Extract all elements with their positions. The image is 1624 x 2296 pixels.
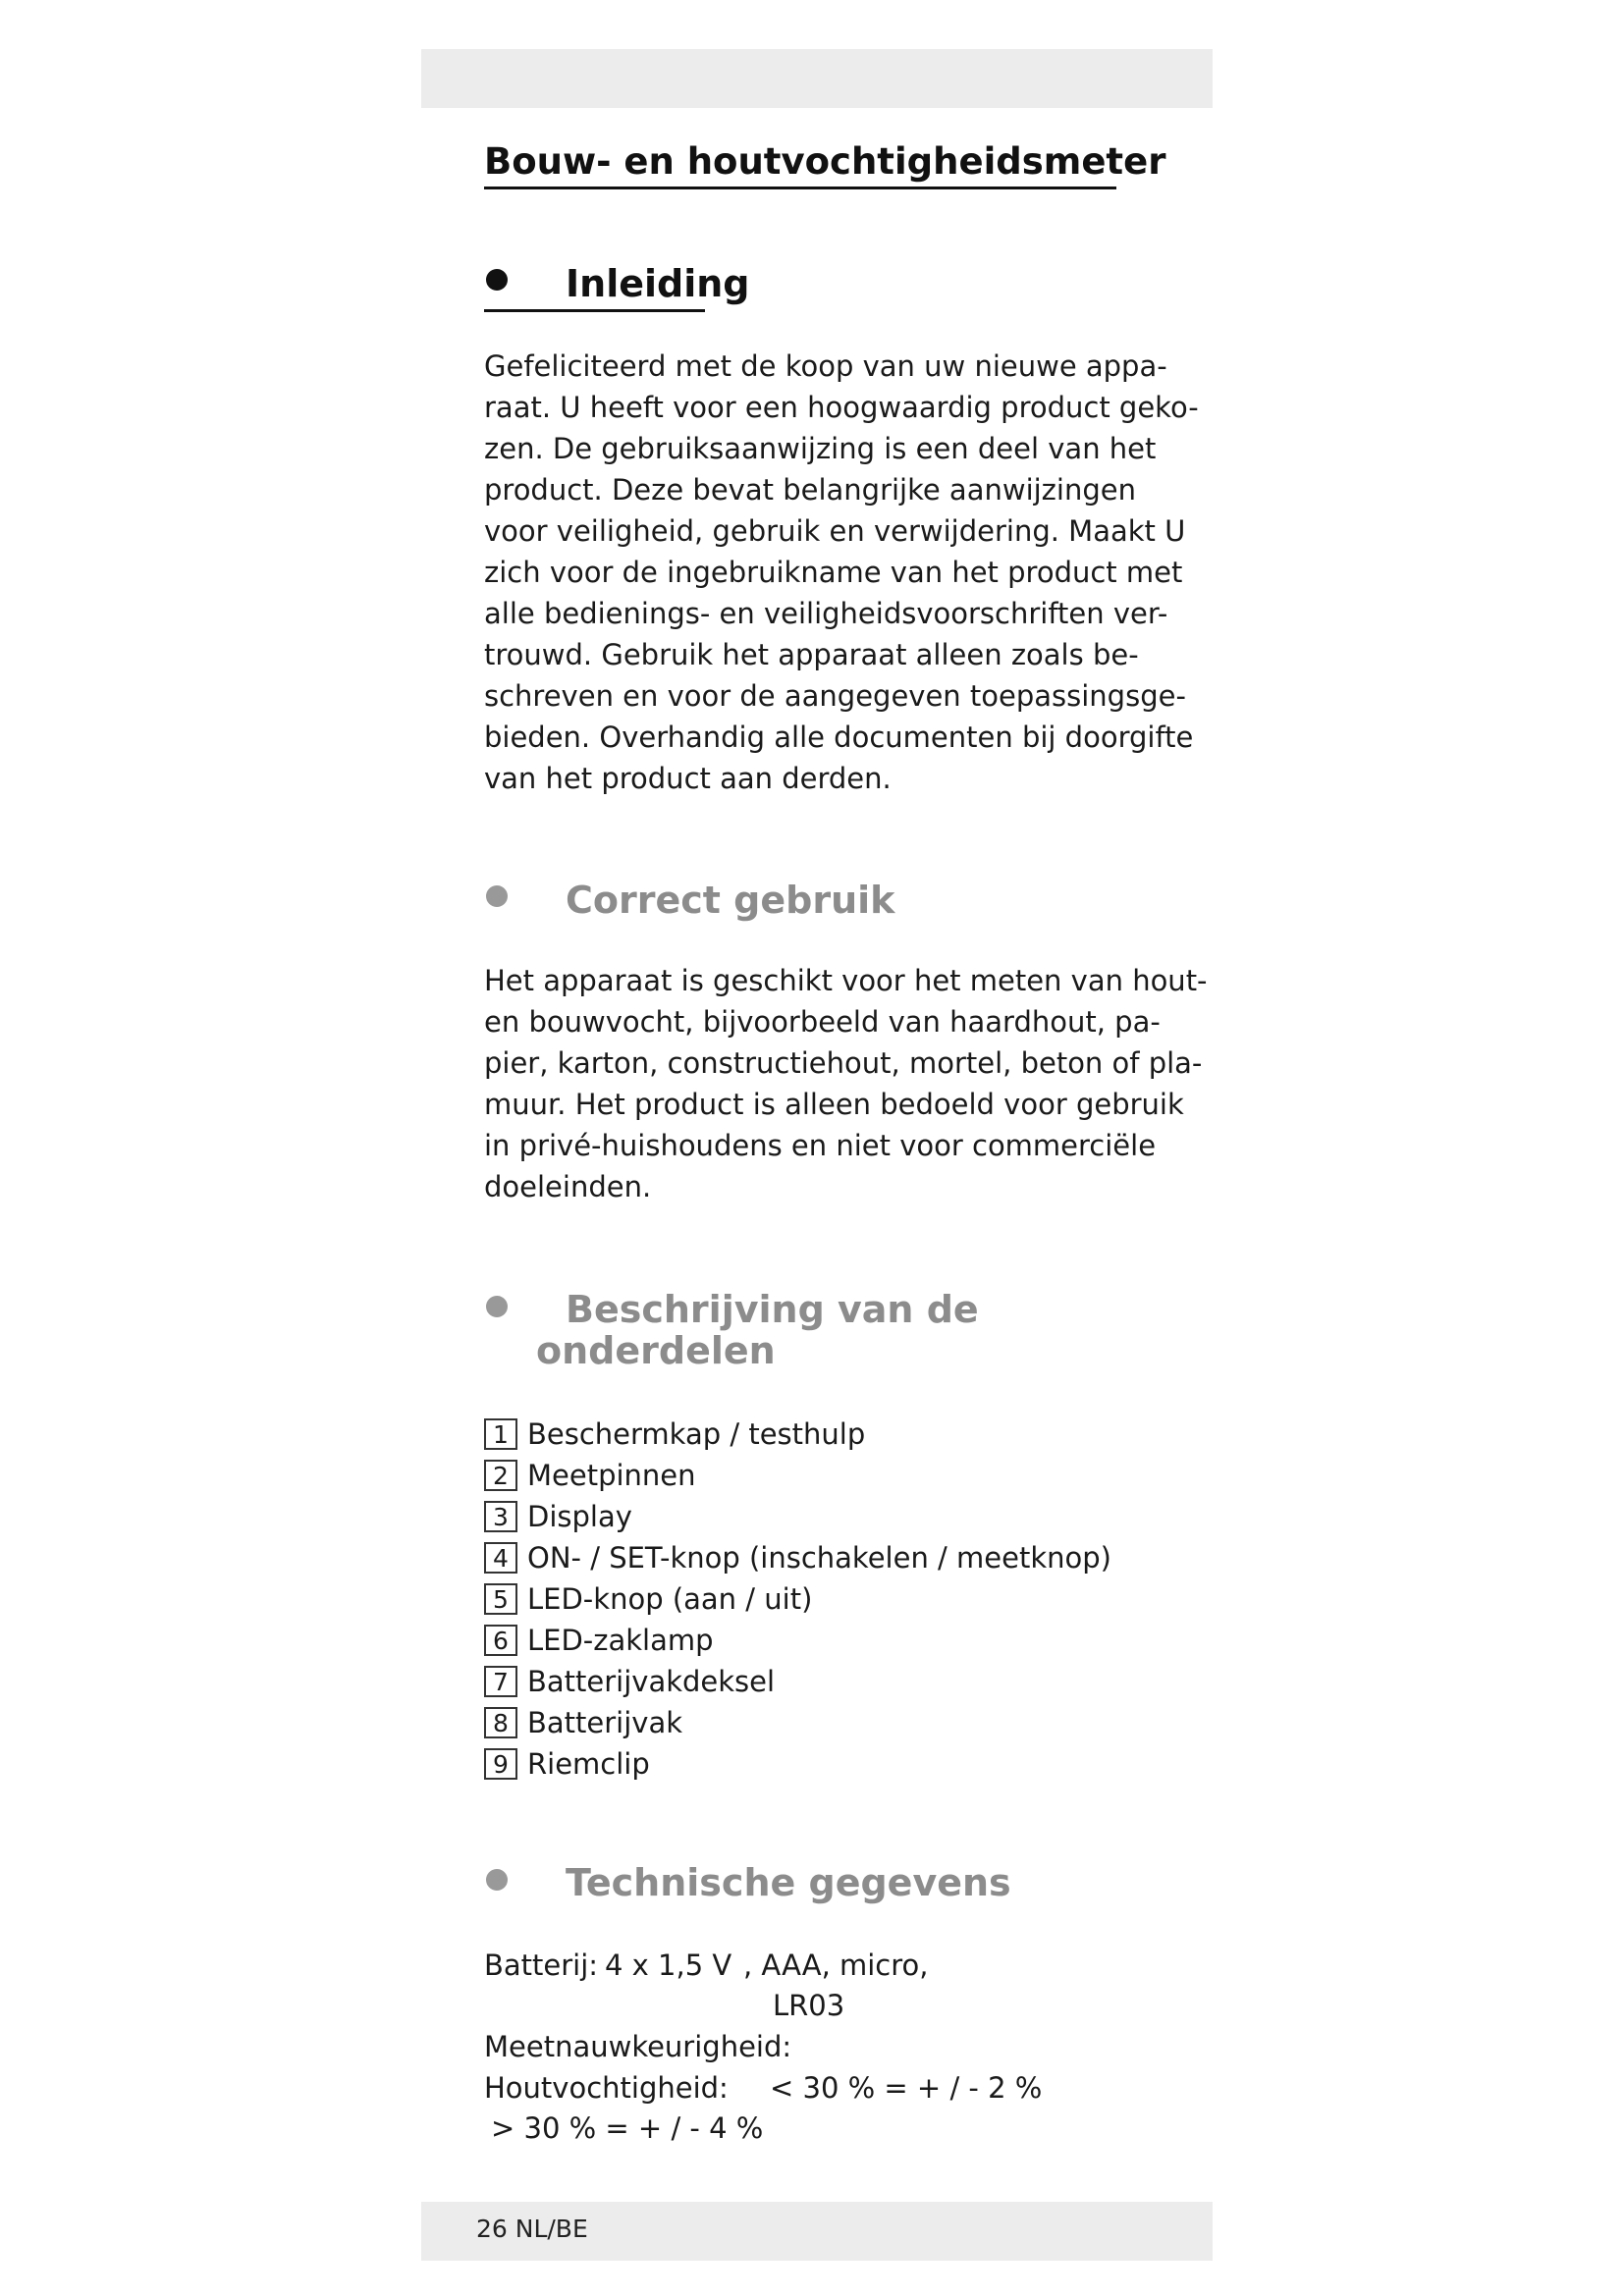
text-line: zich voor de ingebruikname van het product met: [484, 556, 1183, 589]
part-item: [484, 1620, 1111, 1661]
battery-type: , AAA, micro,: [743, 1949, 929, 1982]
page-title: Bouw- en houtvochtigheidsmeter: [484, 140, 1166, 183]
battery-value: 4 x 1,5 V: [605, 1949, 732, 1982]
text-line: in privé-huishoudens en niet voor commerciële: [484, 1129, 1157, 1162]
heading-beschrijving: Beschrijving van de: [566, 1288, 979, 1331]
heading-underline: [484, 309, 705, 312]
part-number: 7: [484, 1666, 517, 1697]
part-number: 8: [484, 1707, 517, 1738]
text-line: raat. U heeft voor een hoogwaardig product geko-: [484, 391, 1199, 424]
heading-inleiding: Inleiding: [566, 262, 750, 305]
part-number: 9: [484, 1748, 517, 1780]
battery-label: Batterij:: [484, 1949, 599, 1982]
text-line: zen. De gebruiksaanwijzing is een deel van het: [484, 432, 1157, 465]
text-line: pier, karton, constructiehout, mortel, beton of pla-: [484, 1046, 1203, 1080]
parts-list: [484, 1414, 1111, 1785]
heading-technische-gegevens: Technische gegevens: [566, 1861, 1011, 1904]
part-label: LED-zaklamp: [527, 1624, 714, 1657]
heading-correct-gebruik: Correct gebruik: [566, 879, 895, 922]
bullet-icon: [486, 885, 508, 907]
part-item: [484, 1414, 1111, 1455]
part-label: Display: [527, 1500, 632, 1533]
accuracy-label: Meetnauwkeurigheid:: [484, 2030, 792, 2063]
part-label: Meetpinnen: [527, 1459, 696, 1492]
part-label: Riemclip: [527, 1747, 650, 1781]
part-item: [484, 1455, 1111, 1496]
text-line: trouwd. Gebruik het apparaat alleen zoals be-: [484, 638, 1139, 671]
text-line: en bouwvocht, bijvoorbeeld van haardhout, pa-: [484, 1005, 1161, 1039]
use-paragraph: [484, 960, 1208, 1207]
text-line: Gefeliciteerd met de koop van uw nieuwe appa-: [484, 349, 1167, 383]
wood-moisture-label: Houtvochtigheid:: [484, 2071, 729, 2105]
wood-moisture-low: < 30 % = + / - 2 %: [770, 2071, 1043, 2105]
part-label: ON- / SET-knop (inschakelen / meetknop): [527, 1541, 1111, 1575]
part-item: [484, 1537, 1111, 1578]
bullet-icon: [486, 269, 508, 291]
part-number: 3: [484, 1501, 517, 1532]
text-line: muur. Het product is alleen bedoeld voor gebruik: [484, 1088, 1184, 1121]
part-label: Batterijvak: [527, 1706, 683, 1739]
part-item: [484, 1743, 1111, 1785]
bullet-icon: [486, 1296, 508, 1317]
title-underline: [484, 187, 1116, 189]
part-item: [484, 1661, 1111, 1702]
part-number: 1: [484, 1418, 517, 1450]
intro-paragraph: [484, 346, 1199, 799]
text-line: alle bedienings- en veiligheidsvoorschriften ver-: [484, 597, 1168, 630]
text-line: bieden. Overhandig alle documenten bij doorgifte: [484, 721, 1194, 754]
part-item: [484, 1702, 1111, 1743]
heading-onderdelen: onderdelen: [536, 1329, 776, 1372]
text-line: product. Deze bevat belangrijke aanwijzingen: [484, 473, 1136, 507]
part-label: Beschermkap / testhulp: [527, 1417, 866, 1451]
text-line: doeleinden.: [484, 1170, 652, 1203]
part-number: 6: [484, 1625, 517, 1656]
page-number: 26 NL/BE: [476, 2215, 588, 2243]
text-line: Het apparaat is geschikt voor het meten van hout-: [484, 964, 1208, 997]
part-item: [484, 1578, 1111, 1620]
part-label: Batterijvakdeksel: [527, 1665, 776, 1698]
wood-moisture-high: > 30 % = + / - 4 %: [491, 2111, 764, 2145]
text-line: van het product aan derden.: [484, 762, 892, 795]
bullet-icon: [486, 1869, 508, 1891]
battery-code: LR03: [773, 1989, 845, 2022]
header-band: [421, 49, 1213, 108]
text-line: schreven en voor de aangegeven toepassingsge-: [484, 679, 1186, 713]
part-number: 5: [484, 1583, 517, 1615]
part-label: LED-knop (aan / uit): [527, 1582, 813, 1616]
part-item: [484, 1496, 1111, 1537]
text-line: voor veiligheid, gebruik en verwijdering. Maakt U: [484, 514, 1186, 548]
part-number: 4: [484, 1542, 517, 1574]
part-number: 2: [484, 1460, 517, 1491]
